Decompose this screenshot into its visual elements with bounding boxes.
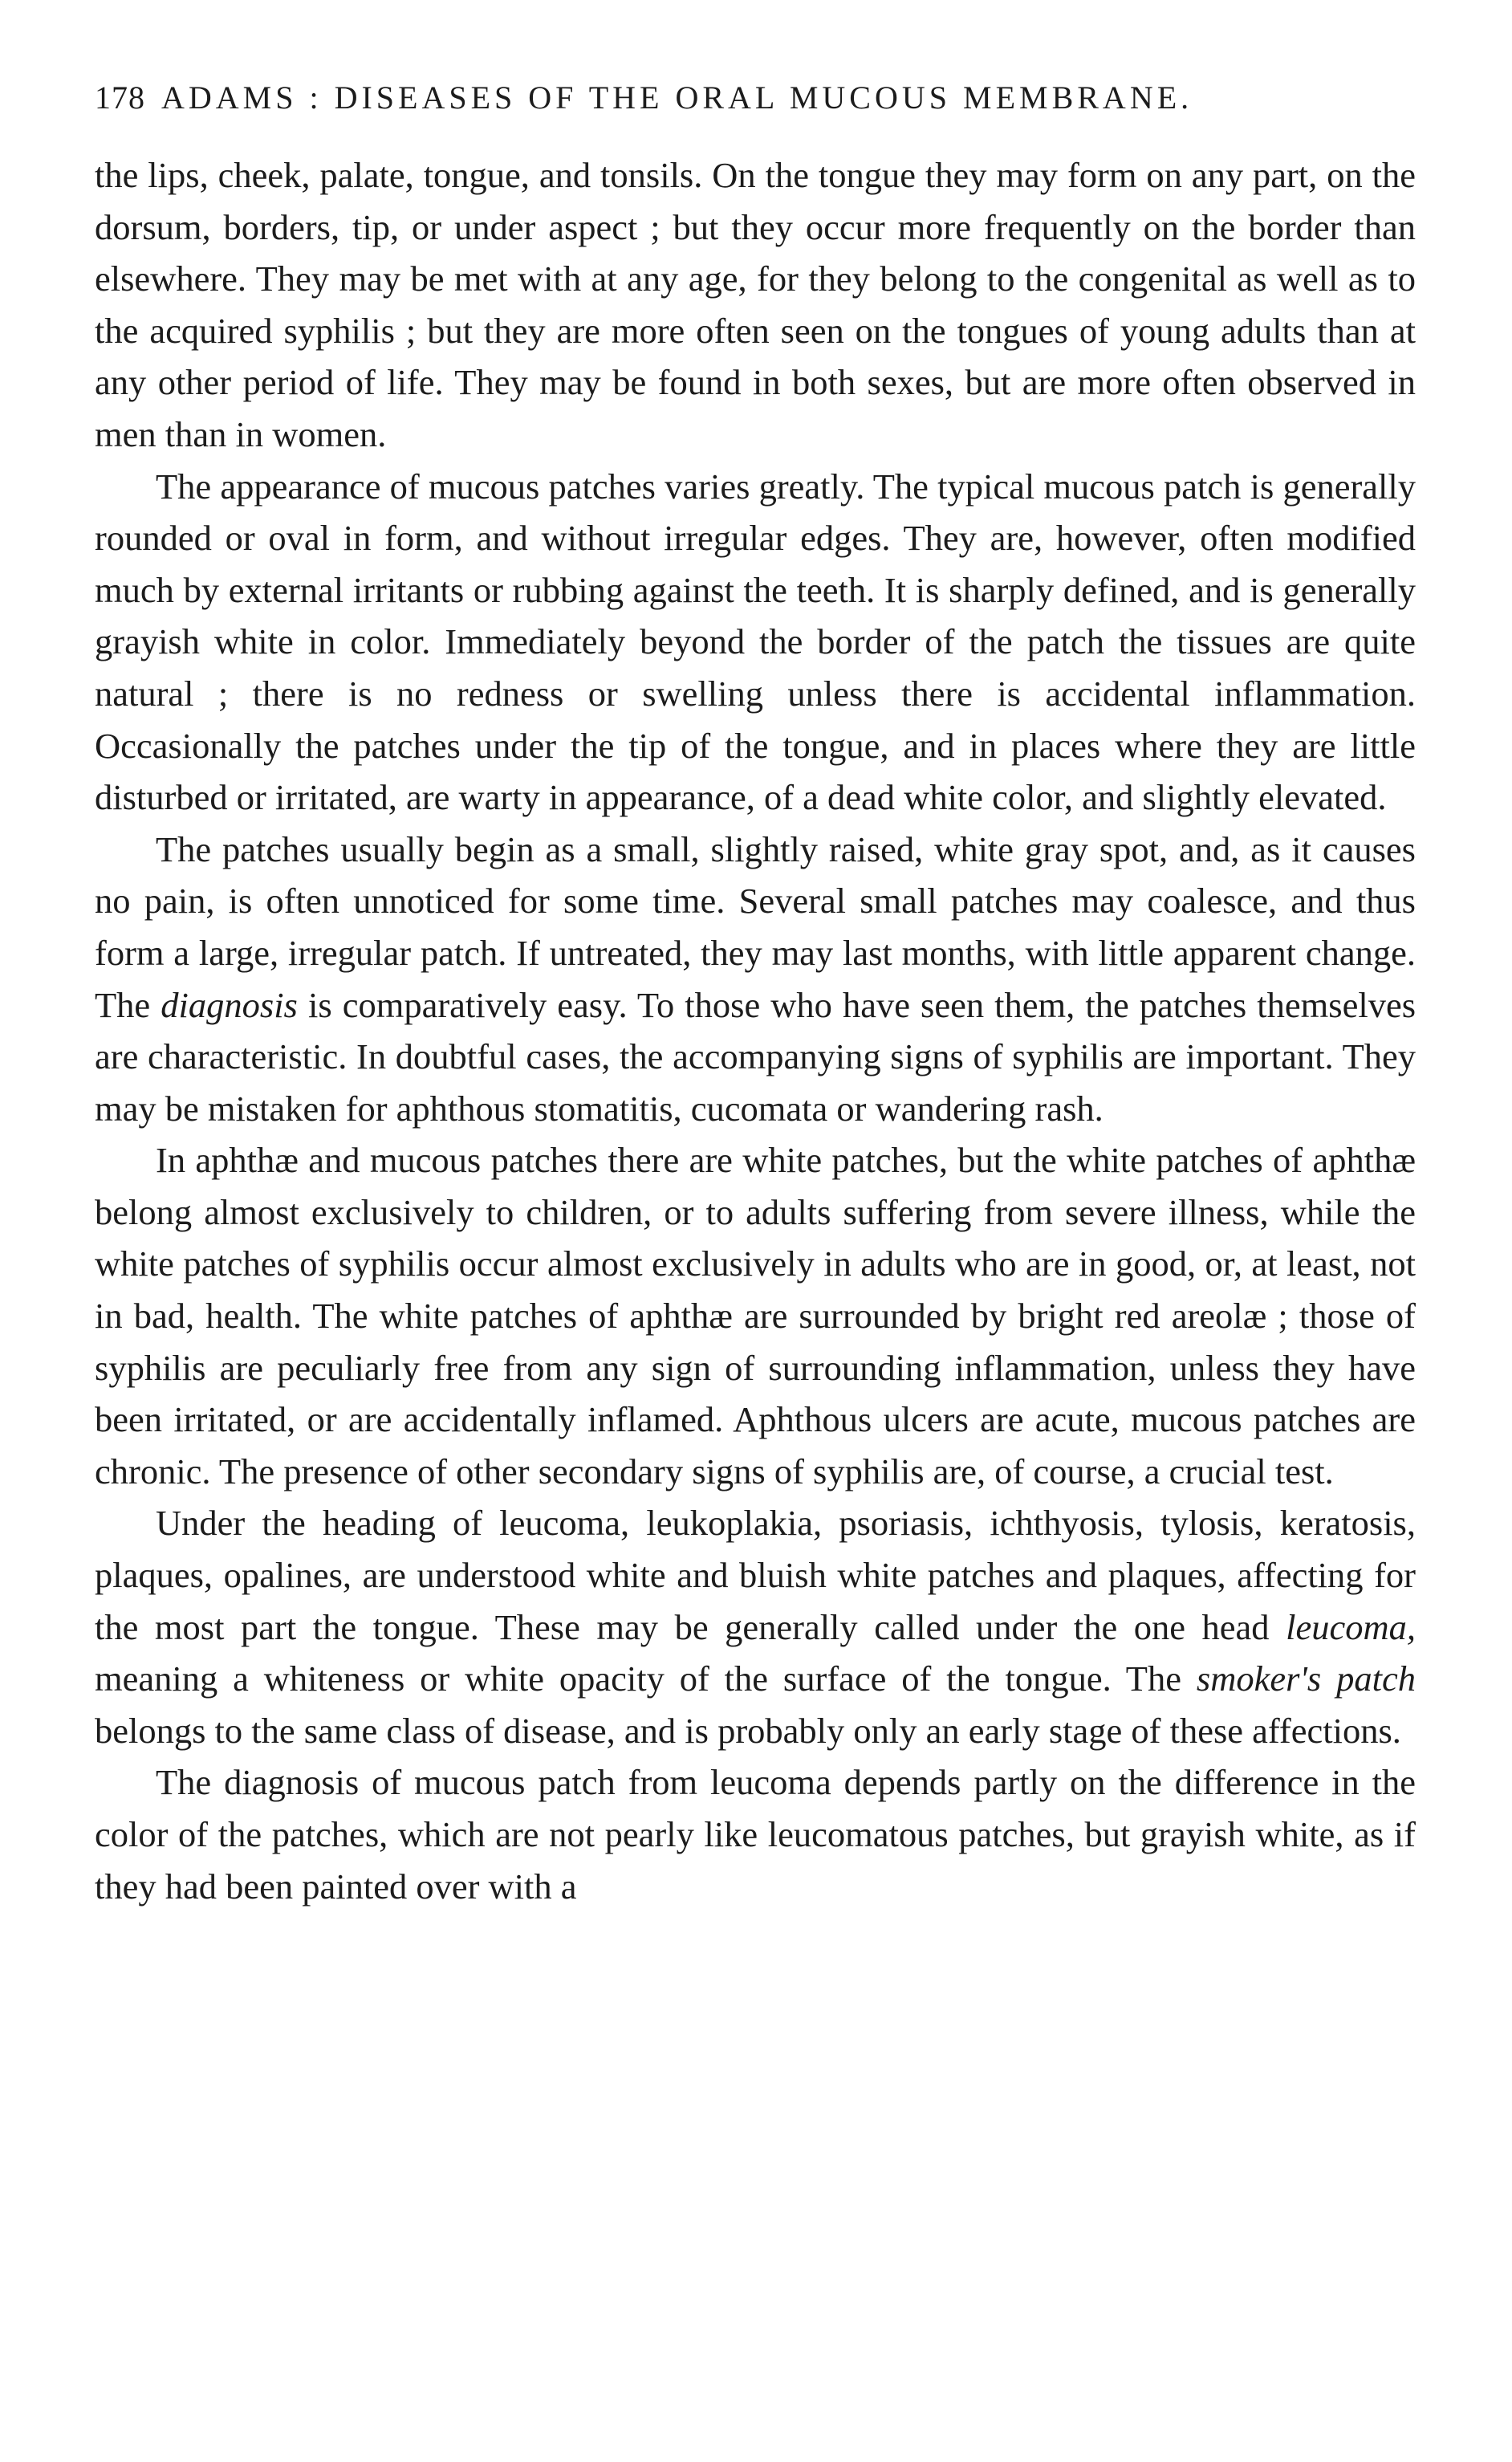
paragraph	[95, 1134, 1416, 1497]
text-run: belongs to the same class of disease, and is probably only an early stage of these affections.	[95, 1710, 1401, 1751]
paragraph	[95, 1497, 1416, 1756]
text-run: Under the heading of leucoma, leukoplakia, psoriasis, ichthyosis, tylosis, keratosis, plaques, opalines, are understood white and bluish white patches and plaques, affecting for the most part the tongue. These may be generally called under the one head	[95, 1503, 1416, 1647]
text-run: In aphthæ and mucous patches there are white patches, but the white patches of aphthæ belong almost exclusively to children, or to adults suffering from severe illness, while the white patches of syphilis occur almost exclusively in adults who are in good, or, at least, not in bad, health. The white patches of aphthæ are surrounded by bright red areolæ ; those of syphilis are peculiarly free from any sign of surrounding inflammation, unless they have been irritated, or are accidentally inflamed. Aphthous ulcers are acute, mucous patches are chronic. The presence of other secondary signs of syphilis are, of course, a crucial test.	[95, 1140, 1416, 1491]
text-run: The patches usually begin as a small, slightly raised, white gray spot, and, as it causes no pain, is often unnoticed for some time. Several small patches may coalesce, and thus form a large, irregular patch. If untreated, they may last months, with little apparent change. The	[95, 828, 1416, 1025]
body-text	[95, 149, 1416, 1912]
italic-term: leucoma,	[1286, 1606, 1416, 1647]
paragraph	[95, 824, 1416, 1135]
italic-term: diagnosis	[161, 984, 298, 1025]
running-title: ADAMS : DISEASES OF THE ORAL MUCOUS MEMBRANE.	[161, 79, 1193, 116]
text-run: meaning a whiteness or white opacity of the surface of the tongue. The	[95, 1658, 1197, 1699]
italic-term: smoker's patch	[1196, 1658, 1416, 1699]
paragraph	[95, 461, 1416, 824]
text-run: The appearance of mucous patches varies greatly. The typical mucous patch is generally rounded or oval in form, and without irregular edges. They are, however, often modified much by external irritants or rubbing against the teeth. It is sharply defined, and is generally grayish white in color. Immediately beyond the border of the patch the tissues are quite natural ; there is no redness or swelling unless there is accidental inflammation. Occasionally the patches under the tip of the tongue, and in places where they are little disturbed or irritated, are warty in appearance, of a dead white color, and slightly elevated.	[95, 466, 1416, 818]
paragraph	[95, 1756, 1416, 1912]
page-number: 178	[95, 79, 145, 116]
paragraph	[95, 149, 1416, 461]
text-run: The diagnosis of mucous patch from leucoma depends partly on the difference in the color of the patches, which are not pearly like leucomatous patches, but grayish white, as if they had been painted over with a	[95, 1762, 1416, 1907]
running-head	[95, 77, 1416, 119]
text-run: is comparatively easy. To those who have seen them, the patches themselves are characteristic. In doubtful cases, the accompanying signs of syphilis are important. They may be mistaken for aphthous stomatitis, cucomata or wandering rash.	[95, 984, 1416, 1129]
text-run: the lips, cheek, palate, tongue, and tonsils. On the tongue they may form on any part, on the dorsum, borders, tip, or under aspect ; but they occur more frequently on the border than elsewhere. They may be met with at any age, for they belong to the congenital as well as to the acquired syphilis ; but they are more often seen on the tongues of young adults than at any other period of life. They may be found in both sexes, but are more often observed in men than in women.	[95, 155, 1416, 454]
